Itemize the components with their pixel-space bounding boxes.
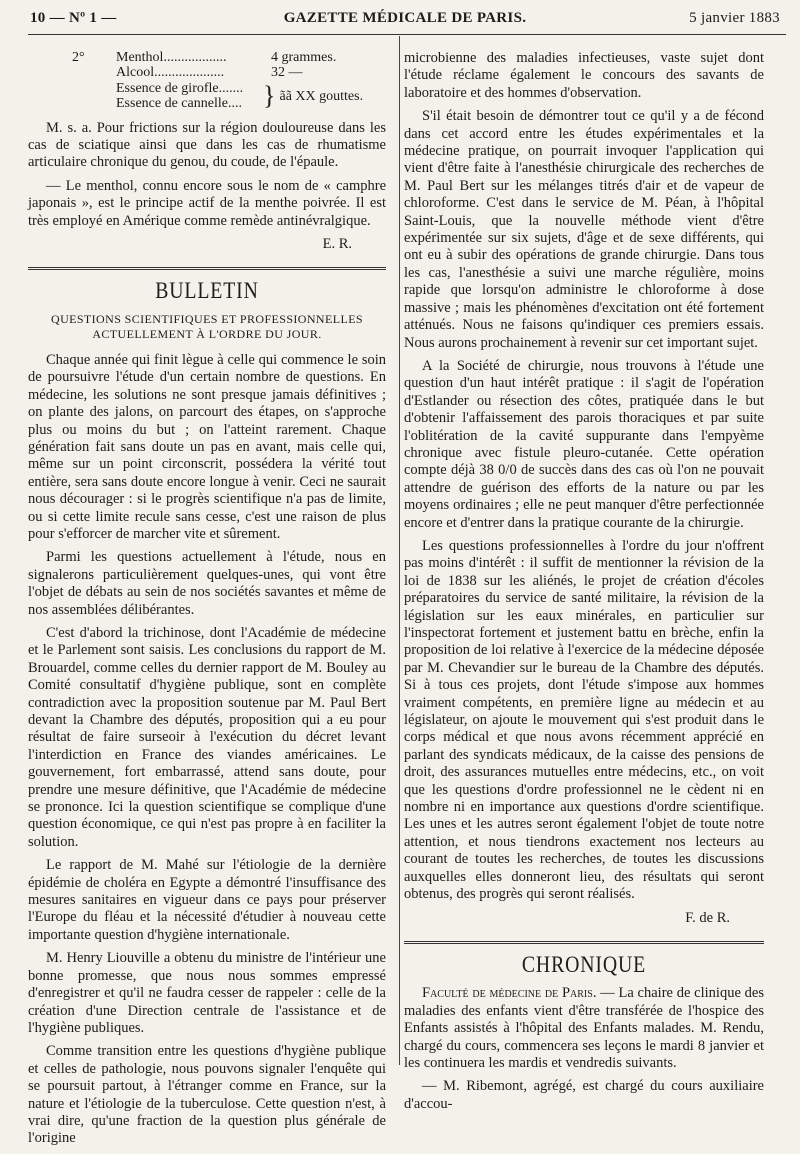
issue-date: 5 janvier 1883 (689, 10, 780, 26)
bulletin-subtitle: QUESTIONS SCIENTIFIQUES ET PROFESSIONNELLES ACTUELLEMENT À L'ORDRE DU JOUR. (51, 311, 363, 341)
paragraph: M. Henry Liouville a obtenu du ministre de l'intérieur une bonne promesse, que nous nous sommes empressé d'enregistrer et qu'il ne faudra cesser de rappeler : celle de la création d'une Direction centrale de l'assistance et de l'hygiène publiques. (28, 950, 386, 1036)
section-rule (28, 267, 386, 270)
recipe-block (28, 50, 386, 112)
chronique-title: CHRONIQUE (521, 951, 647, 977)
paragraph: M. s. a. Pour frictions sur la région douloureuse dans les cas de sciatique ainsi que dans les cas de rhumatisme articulaire chronique du genou, du coude, de l'épaule. (28, 119, 386, 171)
paragraph: Parmi les questions actuellement à l'étude, nous en signalerons particulièrement quelques-unes, qui vont être l'objet de débats au sein de nos sociétés savantes et même de nos assemblées délibérantes. (28, 549, 386, 618)
paragraph: Comme transition entre les questions d'hygiène publique et celles de pathologie, nous pouvons signaler l'enquête qui se poursuit partout, à l'étranger comme en France, sur la nature et l'étiologie de la tuberculose. Cette question n'est, à vrai dire, qu'une fraction de la question plus générale de l'origine (28, 1043, 386, 1147)
recipe-bracket-dose: ãã XX gouttes. (279, 88, 364, 104)
recipe-row (28, 65, 386, 80)
recipe-item-dose: 32 — (271, 65, 303, 81)
recipe-number: 2° (72, 50, 85, 65)
recipe-item-name: Alcool.................... (116, 65, 225, 81)
bulletin-title: BULLETIN (155, 278, 259, 304)
paragraph: S'il était besoin de démontrer tout ce qu'il y a de fécond dans cet accord entre les études expérimentales et la médecine pratique, on pourrait invoquer l'application qui vient d'être faite à l'anesthésie chirurgicale des recherches de M. Paul Bert sur les mélanges titrés d'air et de vapeur de chloroforme. C'est dans le service de M. Péan, à l'hôpital Saint-Louis, que la nouvelle méthode vient d'être expérimentée sur six sujets, d'âge et de sexe différents, qui ont eu à subir des opérations de grande chirurgie. Dans tous les cas, l'anesthésie a suivi une marche régulière, moins rapide que lorsqu'on administre le chloroforme à dose massive ; mais les phénomènes d'excitation ont été fortement atténués. Nous ne faisons qu'indiquer ces premiers essais. Nous aurons prochainement à revenir sur cet important sujet. (404, 108, 764, 351)
page-number: 10 — Nº 1 — (30, 10, 117, 26)
journal-title: GAZETTE MÉDICALE DE PARIS. (283, 10, 527, 26)
recipe-item-dose: 4 grammes. (271, 50, 337, 65)
chronique-lead: Faculté de médecine de Paris. (422, 985, 597, 1002)
paragraph: A la Société de chirurgie, nous trouvons à l'étude une question d'un haut intérêt pratique : il s'agit de l'opération d'Estlander ou résection des côtes, pratiquée dans le but d'obtenir l'affaissement des parois thoraciques et par suite l'oblitération de la cavité suppurante dans l'empyème chronique avec fistule pleuro-cutanée. Cette opération compte déjà 38 0/0 de succès dans des cas où l'on ne pouvait attendre de guérison des efforts de la nature ou par les moyens ordinaires ; elle ne peut manquer d'être perfectionnée encore et d'entrer dans la pratique courante de la chirurgie. (404, 357, 764, 531)
signature: E. R. (322, 236, 352, 253)
paragraph: — M. Ribemont, agrégé, est chargé du cours auxiliaire d'accou- (404, 1078, 764, 1112)
paragraph: microbienne des maladies infectieuses, vaste sujet dont l'étude réclame également le concours des savants de laboratoire et des hommes d'observation. (404, 50, 764, 101)
recipe-item-name: Menthol.................. (116, 50, 227, 65)
paragraph: Les questions professionnelles à l'ordre du jour n'offrent pas moins d'intérêt : il suffit de mentionner la révision de la loi de 1838 sur les aliénés, le projet de création d'écoles préparatoires du service de santé militaire, la révision de la législation sur les eaux minérales, en particulier sur l'inspectorat fortement et justement battu en brèche, enfin la proposition de loi relative à l'exercice de la médecine déposée par M. Chevandier sur le bureau de la Chambre des députés. Si à tous ces projets, dont l'étude s'impose aux hommes vraiment compétents, en première ligne au médecin et au législateur, on ajoute le mouvement qui s'est produit dans le corps médical et que nous avons récemment apprécié en parlant des syndicats médicaux, de la caisse des pensions de droit, des assurances mutuelles entre médecins, etc., on voit que les questions d'ordre professionnel ne le cèdent ni en nombre ni en importance aux questions d'ordre scientifique. Les unes et les autres seront également l'objet de toute notre attention, et nous tiendrons exactement nos lecteurs au courant de toutes les recherches, de toutes les discussions auxquelles elles donneront lieu, des résultats qui seront obtenus, des progrès qui seront réalisés. (404, 537, 764, 903)
signature: F. de R. (685, 909, 730, 926)
left-column (28, 50, 386, 1154)
recipe-item-name: Essence de girofle....... (116, 80, 244, 96)
right-column (404, 50, 764, 1119)
section-rule (404, 941, 764, 944)
recipe-bracket-group (28, 81, 386, 112)
paragraph: — Le menthol, connu encore sous le nom de « camphre japonais », est le principe actif de la menthe poivrée. Il est très employé en Amérique comme remède antinévralgique. (28, 177, 386, 229)
paragraph: C'est d'abord la trichinose, dont l'Académie de médecine et le Parlement sont saisis. Les conclusions du rapport de M. Brouardel, comme celles du dernier rapport de M. Bouley au Comité consultatif d'hygiène publique, sont en complète contradiction avec la proposition soutenue par M. Paul Bert devant la Chambre des députés, proposition qui a eu pour résultat de faire surseoir à l'exécution du décret levant l'interdiction en France des viandes américaines. Le gouvernement, fort embarrassé, attend sans doute, pour prendre une mesure définitive, que l'Académie de médecine se prononce. Ici la question scientifique se complique d'une question économique, ce qui n'est pas propre à en faciliter la solution. (28, 624, 386, 850)
header-rule (28, 34, 786, 35)
brace-symbol: } (263, 81, 276, 111)
column-divider (399, 36, 400, 1065)
paragraph: Le rapport de M. Mahé sur l'étiologie de la dernière épidémie de choléra en Egypte a démontré l'insuffisance des mesures sanitaires en vigueur dans ce pays pour préserver l'Europe du fléau et la nécessité d'étudier à nouveau cette importante question d'hygiène internationale. (28, 857, 386, 943)
chronique-text: — La chaire de clinique des maladies des enfants vient d'être transférée de l'hospice des Enfants assistés à l'hôpital des Enfants malades. M. Rendu, chargé du cours, commencera ses leçons le mardi 8 janvier et les continuera les mardis et vendredis suivants. (404, 985, 764, 1071)
paragraph (404, 985, 764, 1072)
paragraph: Chaque année qui finit lègue à celle qui commence le soin de poursuivre l'étude d'un certain nombre de questions. En médecine, les solutions ne sont presque jamais définitives ; on plante des jalons, on parcourt des étapes, on s'approche plus ou moins du but ; on l'atteint rarement. Chaque génération fait sans doute un pas en avant, mais celle qui, même sur un point circonscrit, possédera la vérité tout entière, sera sans doute encore longue à venir. Ceci ne saurait nous décourager : si le progrès scientifique n'a pas de limite, ou si cette limite recule sans cesse, c'est une raison de plus pour s'efforcer de marcher vite et sûrement. (28, 351, 386, 542)
page-header (30, 8, 780, 34)
recipe-item-name: Essence de cannelle.... (116, 96, 242, 112)
recipe-row (28, 50, 386, 65)
